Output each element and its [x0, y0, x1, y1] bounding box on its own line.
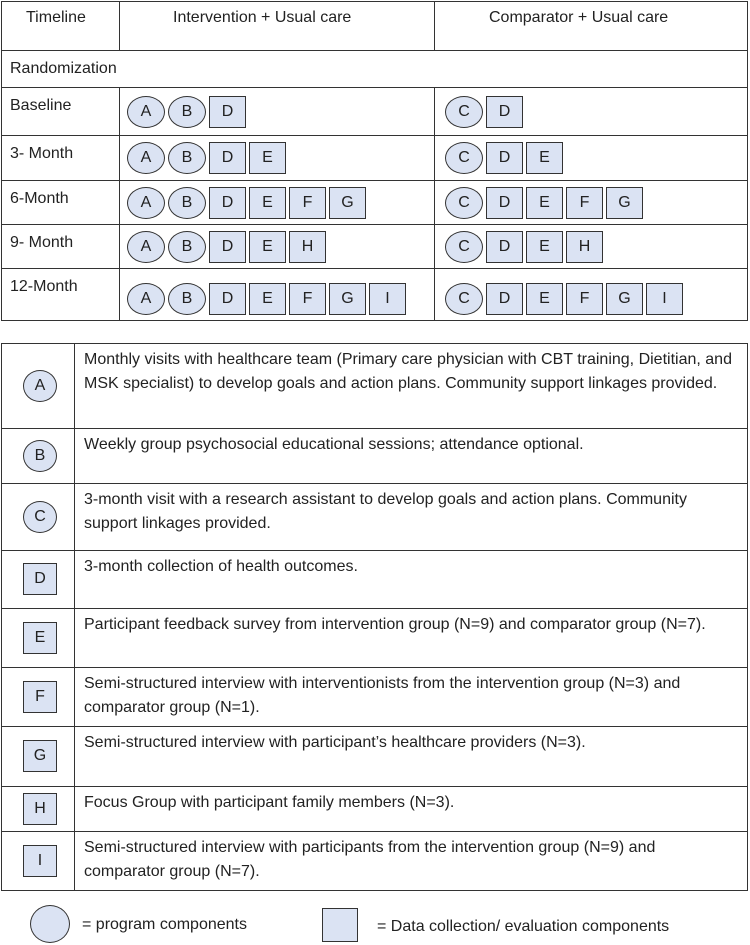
- data-component-d-icon: D: [209, 283, 246, 315]
- data-component-d-icon: D: [209, 187, 246, 219]
- program-component-a-icon: A: [127, 187, 165, 219]
- legend-symbol: [23, 681, 57, 713]
- timeline-col-divider-1: [119, 1, 120, 51]
- data-component-e-icon: E: [23, 622, 57, 654]
- legend-symbol: [23, 793, 57, 825]
- legend-symbol: [23, 845, 57, 877]
- data-component-g-icon: G: [23, 740, 57, 772]
- program-component-a-icon: A: [127, 231, 165, 263]
- data-component-g-icon: G: [606, 283, 643, 315]
- program-component-b-icon: B: [23, 440, 57, 472]
- data-component-d-icon: D: [209, 96, 246, 128]
- legend-symbol: [23, 622, 57, 654]
- legend-row-divider: [1, 483, 748, 484]
- legend-symbol: [23, 563, 57, 595]
- timeline-row-label: Baseline: [10, 97, 72, 114]
- comparator-components: [445, 187, 646, 219]
- program-component-b-icon: B: [168, 187, 206, 219]
- legend-row-divider: [1, 726, 748, 727]
- data-component-d-icon: D: [486, 283, 523, 315]
- timeline-row-label: 6-Month: [10, 190, 69, 207]
- data-component-e-icon: E: [526, 187, 563, 219]
- legend-description: Semi-structured interview with interventionists from the intervention group (N=3) and comparator group (N=1).: [84, 675, 681, 716]
- program-component-b-icon: B: [168, 96, 206, 128]
- data-component-e-icon: E: [249, 283, 286, 315]
- program-component-c-icon: C: [23, 501, 57, 533]
- data-component-e-icon: E: [526, 142, 563, 174]
- legend-description: Semi-structured interview with participants from the intervention group (N=9) and comparator group (N=7).: [84, 839, 656, 880]
- program-component-b-icon: B: [168, 142, 206, 174]
- program-component-a-icon: A: [127, 142, 165, 174]
- header-comparator: Comparator + Usual care: [489, 9, 669, 26]
- intervention-components: [127, 231, 329, 263]
- legend-description: 3-month visit with a research assistant to develop goals and action plans. Community support linkages provided.: [84, 491, 687, 532]
- comparator-components: [445, 231, 606, 263]
- intervention-components: [127, 283, 409, 315]
- legend-symbol: [23, 740, 57, 772]
- program-component-c-icon: C: [445, 231, 483, 263]
- intervention-components: [127, 187, 369, 219]
- data-component-i-icon: I: [369, 283, 406, 315]
- data-component-h-icon: H: [23, 793, 57, 825]
- program-component-c-icon: C: [445, 142, 483, 174]
- program-component-b-icon: B: [168, 231, 206, 263]
- row-divider: [1, 268, 748, 269]
- data-component-d-icon: D: [23, 563, 57, 595]
- legend-symbol: [23, 501, 57, 533]
- legend-row-divider: [1, 786, 748, 787]
- timeline-row-label: 3- Month: [10, 145, 74, 162]
- data-component-e-icon: E: [526, 283, 563, 315]
- legend-row-divider: [1, 550, 748, 551]
- legend-symbol: [23, 370, 57, 402]
- data-component-f-icon: F: [289, 283, 326, 315]
- legend-col-divider: [74, 343, 75, 891]
- program-component-c-icon: C: [445, 187, 483, 219]
- row-divider: [1, 135, 748, 136]
- randomization-label: Randomization: [10, 60, 117, 77]
- timeline-table: [1, 1, 748, 321]
- data-key-square-icon: [322, 908, 358, 942]
- data-component-e-icon: E: [249, 187, 286, 219]
- legend-row-divider: [1, 667, 748, 668]
- legend-description: Participant feedback survey from intervention group (N=9) and comparator group (N=7).: [84, 616, 706, 633]
- legend-row-divider: [1, 831, 748, 832]
- data-component-f-icon: F: [566, 283, 603, 315]
- data-component-g-icon: G: [329, 283, 366, 315]
- data-component-d-icon: D: [209, 142, 246, 174]
- data-component-d-icon: D: [486, 187, 523, 219]
- program-component-a-icon: A: [23, 370, 57, 402]
- legend-description: Focus Group with participant family members (N=3).: [84, 794, 455, 811]
- row-divider: [1, 224, 748, 225]
- header-divider: [1, 50, 748, 51]
- data-component-d-icon: D: [209, 231, 246, 263]
- legend-description: Monthly visits with healthcare team (Primary care physician with CBT training, Dietitian, and MSK specialist) to develop goals and action plans. Community support linkages provided.: [84, 351, 732, 392]
- data-component-d-icon: D: [486, 142, 523, 174]
- legend-row-divider: [1, 428, 748, 429]
- data-component-h-icon: H: [289, 231, 326, 263]
- legend-row-divider: [1, 608, 748, 609]
- row-divider: [1, 180, 748, 181]
- intervention-components: [127, 142, 289, 174]
- intervention-components: [127, 96, 249, 128]
- timeline-col-divider-1b: [119, 87, 120, 321]
- data-component-f-icon: F: [23, 681, 57, 713]
- legend-description: Semi-structured interview with participant’s healthcare providers (N=3).: [84, 734, 586, 751]
- data-component-g-icon: G: [329, 187, 366, 219]
- timeline-row-label: 12-Month: [10, 278, 78, 295]
- comparator-components: [445, 142, 566, 174]
- data-component-d-icon: D: [486, 96, 523, 128]
- data-component-h-icon: H: [566, 231, 603, 263]
- data-component-i-icon: I: [23, 845, 57, 877]
- randomization-divider: [1, 87, 748, 88]
- data-component-f-icon: F: [289, 187, 326, 219]
- data-component-g-icon: G: [606, 187, 643, 219]
- program-component-b-icon: B: [168, 283, 206, 315]
- comparator-components: [445, 283, 686, 315]
- data-component-f-icon: F: [566, 187, 603, 219]
- program-component-a-icon: A: [127, 283, 165, 315]
- header-intervention: Intervention + Usual care: [173, 9, 352, 26]
- legend-description: 3-month collection of health outcomes.: [84, 558, 358, 575]
- program-key-label: = program components: [82, 916, 247, 933]
- data-component-i-icon: I: [646, 283, 683, 315]
- comparator-components: [445, 96, 526, 128]
- program-component-c-icon: C: [445, 283, 483, 315]
- data-component-e-icon: E: [249, 231, 286, 263]
- timeline-col-divider-2b: [434, 87, 435, 321]
- data-key-label: = Data collection/ evaluation components: [377, 918, 670, 935]
- timeline-col-divider-2: [434, 1, 435, 51]
- program-key-circle-icon: [30, 905, 70, 943]
- program-component-c-icon: C: [445, 96, 483, 128]
- program-component-a-icon: A: [127, 96, 165, 128]
- data-component-e-icon: E: [249, 142, 286, 174]
- data-component-d-icon: D: [486, 231, 523, 263]
- legend-symbol: [23, 440, 57, 472]
- header-timeline: Timeline: [26, 9, 86, 26]
- data-component-e-icon: E: [526, 231, 563, 263]
- timeline-row-label: 9- Month: [10, 234, 74, 251]
- legend-description: Weekly group psychosocial educational sessions; attendance optional.: [84, 436, 584, 453]
